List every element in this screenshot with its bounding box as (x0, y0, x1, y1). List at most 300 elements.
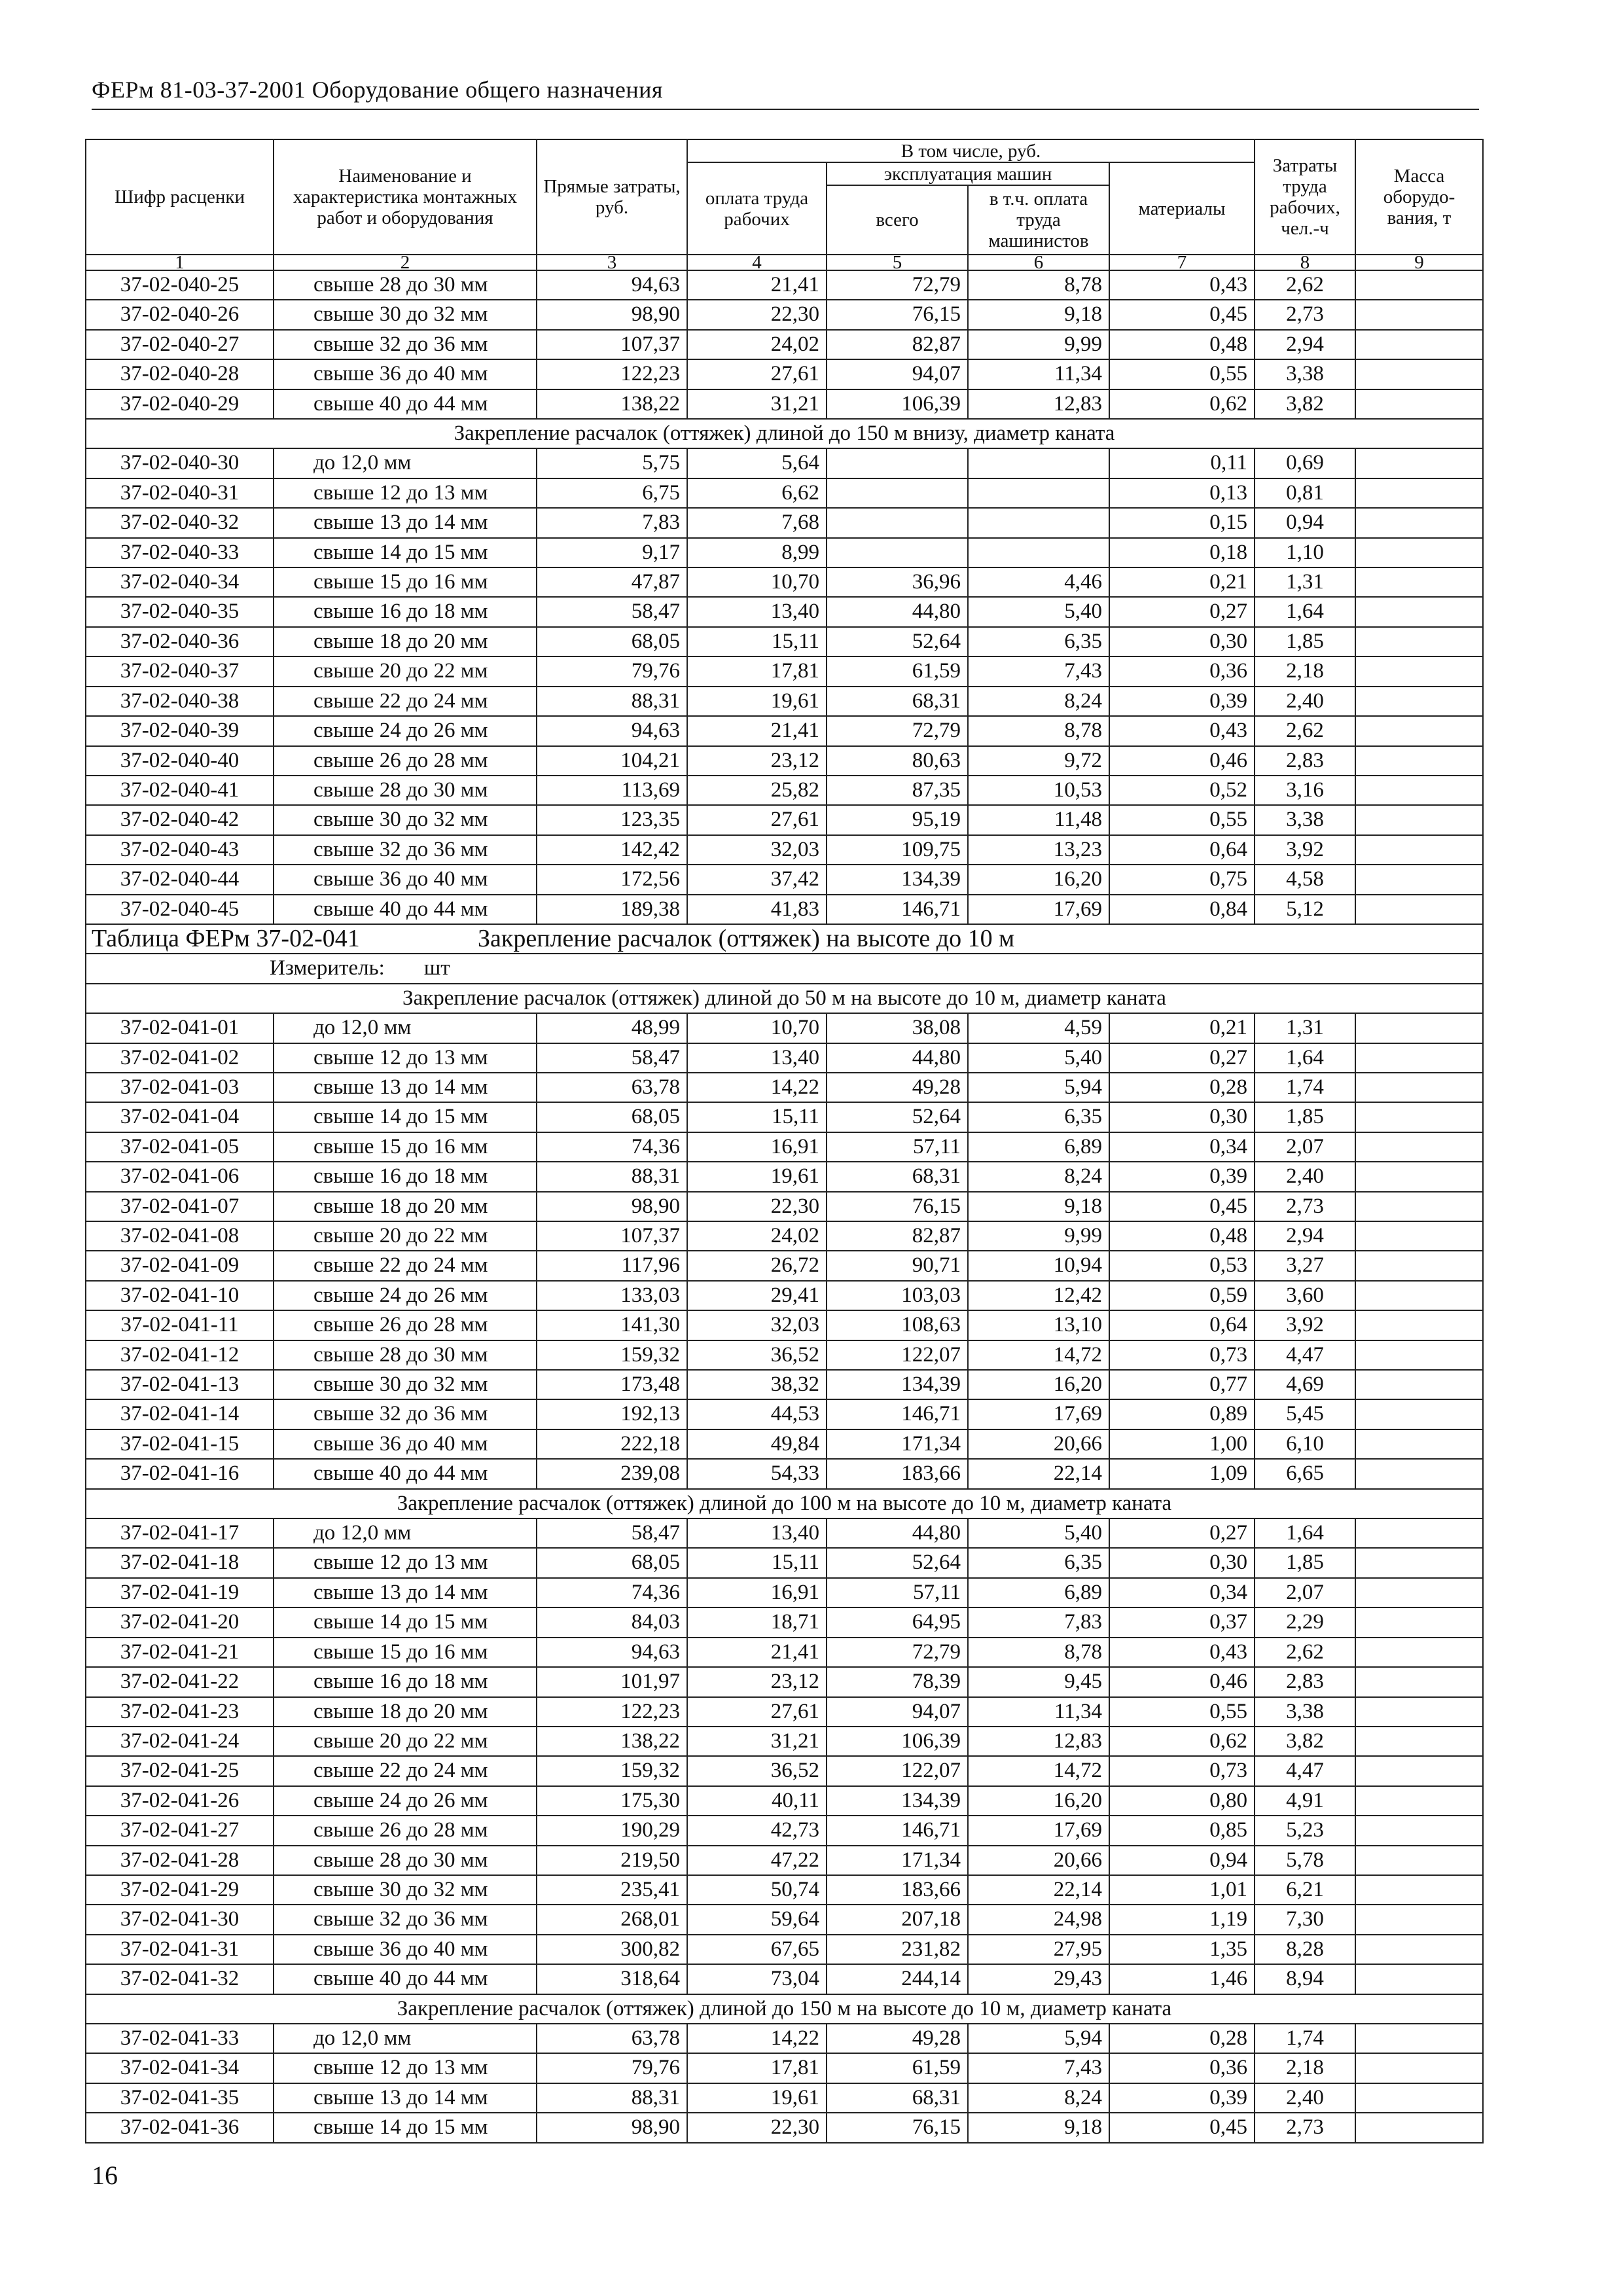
labor-pay-cell: 36,52 (687, 1340, 827, 1370)
measure-cell (86, 954, 1483, 983)
work-name-cell: свыше 14 до 15 мм (274, 538, 537, 567)
equipment-mass-cell (1355, 448, 1483, 478)
materials-cell: 0,30 (1109, 1102, 1255, 1132)
machines-total-cell: 57,11 (827, 1132, 968, 1162)
direct-cost-cell: 101,97 (537, 1667, 687, 1696)
work-name-cell: свыше 18 до 20 мм (274, 1697, 537, 1727)
direct-cost-cell: 138,22 (537, 389, 687, 419)
table-row (86, 2113, 1483, 2142)
rate-code-cell: 37-02-041-12 (86, 1340, 274, 1370)
equipment-mass-cell (1355, 865, 1483, 894)
materials-cell: 0,46 (1109, 746, 1255, 776)
materials-cell: 0,15 (1109, 508, 1255, 537)
labor-hours-cell: 2,29 (1255, 1607, 1355, 1637)
labor-pay-cell: 27,61 (687, 1697, 827, 1727)
work-name-cell: свыше 40 до 44 мм (274, 1964, 537, 1994)
work-name-cell: свыше 26 до 28 мм (274, 746, 537, 776)
labor-hours-cell: 4,47 (1255, 1340, 1355, 1370)
materials-cell: 0,27 (1109, 597, 1255, 626)
rate-code-cell: 37-02-041-33 (86, 2024, 274, 2053)
materials-cell: 0,64 (1109, 835, 1255, 865)
direct-cost-cell: 175,30 (537, 1786, 687, 1816)
table-row (86, 2024, 1483, 2053)
group-machines-header: эксплуатация машин (827, 162, 1109, 185)
materials-cell: 0,59 (1109, 1281, 1255, 1310)
table-row (86, 1221, 1483, 1251)
labor-pay-cell: 10,70 (687, 1013, 827, 1043)
rate-code-cell: 37-02-040-30 (86, 448, 274, 478)
table-row (86, 1102, 1483, 1132)
equipment-mass-cell (1355, 508, 1483, 537)
equipment-mass-cell (1355, 270, 1483, 300)
rate-code-cell: 37-02-040-31 (86, 478, 274, 508)
rate-code-cell: 37-02-041-31 (86, 1935, 274, 1964)
materials-cell: 0,43 (1109, 1638, 1255, 1667)
machines-total-cell: 49,28 (827, 1073, 968, 1102)
direct-cost-cell: 159,32 (537, 1340, 687, 1370)
machines-total-cell: 207,18 (827, 1905, 968, 1934)
equipment-mass-cell (1355, 1073, 1483, 1102)
table-row (86, 1964, 1483, 1994)
machines-total-cell: 103,03 (827, 1281, 968, 1310)
work-name-cell: свыше 30 до 32 мм (274, 300, 537, 329)
direct-cost-cell: 84,03 (537, 1607, 687, 1637)
rate-code-cell: 37-02-040-36 (86, 627, 274, 656)
labor-hours-cell: 2,18 (1255, 2053, 1355, 2083)
work-name-cell: свыше 15 до 16 мм (274, 1132, 537, 1162)
labor-pay-cell: 19,61 (687, 687, 827, 716)
table-row (86, 1756, 1483, 1785)
work-name-cell: свыше 24 до 26 мм (274, 716, 537, 745)
column-number: 7 (1109, 255, 1255, 270)
machines-total-cell: 72,79 (827, 270, 968, 300)
header-rule (92, 109, 1479, 110)
labor-pay-cell: 15,11 (687, 1102, 827, 1132)
work-name-cell: свыше 30 до 32 мм (274, 1370, 537, 1399)
materials-cell: 0,34 (1109, 1132, 1255, 1162)
rate-code-cell: 37-02-041-24 (86, 1727, 274, 1756)
labor-hours-cell: 2,73 (1255, 2113, 1355, 2142)
materials-cell: 0,45 (1109, 300, 1255, 329)
work-name-cell: свыше 16 до 18 мм (274, 1162, 537, 1191)
labor-hours-cell: 2,73 (1255, 1192, 1355, 1221)
machines-total-cell: 76,15 (827, 1192, 968, 1221)
equipment-mass-cell (1355, 1310, 1483, 1340)
work-name-cell: свыше 32 до 36 мм (274, 1905, 537, 1934)
labor-hours-cell: 6,10 (1255, 1429, 1355, 1459)
materials-cell: 0,30 (1109, 627, 1255, 656)
machines-total-cell: 76,15 (827, 300, 968, 329)
machines-total-cell: 244,14 (827, 1964, 968, 1994)
work-name-cell: свыше 28 до 30 мм (274, 1340, 537, 1370)
measure-label: Измеритель: (270, 956, 385, 980)
machines-total-cell: 38,08 (827, 1013, 968, 1043)
rate-code-cell: 37-02-041-06 (86, 1162, 274, 1191)
labor-hours-cell: 5,78 (1255, 1846, 1355, 1875)
rate-code-cell: 37-02-040-44 (86, 865, 274, 894)
rate-code-cell: 37-02-040-34 (86, 567, 274, 597)
labor-pay-cell: 54,33 (687, 1459, 827, 1488)
machines-total-cell: 72,79 (827, 716, 968, 745)
table-row (86, 1251, 1483, 1280)
rate-code-cell: 37-02-041-07 (86, 1192, 274, 1221)
labor-pay-cell: 25,82 (687, 776, 827, 805)
equipment-mass-cell (1355, 1043, 1483, 1073)
machines-total-cell: 106,39 (827, 1727, 968, 1756)
labor-hours-cell: 2,62 (1255, 270, 1355, 300)
rate-code-cell: 37-02-041-19 (86, 1578, 274, 1607)
labor-pay-cell: 17,81 (687, 656, 827, 686)
labor-pay-cell: 29,41 (687, 1281, 827, 1310)
labor-pay-cell: 16,91 (687, 1578, 827, 1607)
machines-total-cell: 146,71 (827, 895, 968, 924)
table-row (86, 1073, 1483, 1102)
machines-total-cell: 72,79 (827, 1638, 968, 1667)
direct-cost-cell: 133,03 (537, 1281, 687, 1310)
direct-cost-cell: 219,50 (537, 1846, 687, 1875)
rate-code-cell: 37-02-040-35 (86, 597, 274, 626)
column-number: 4 (687, 255, 827, 270)
work-name-cell: свыше 40 до 44 мм (274, 389, 537, 419)
materials-cell: 0,43 (1109, 270, 1255, 300)
machine-operators-pay-cell: 12,83 (968, 1727, 1109, 1756)
work-name-cell: свыше 20 до 22 мм (274, 1221, 537, 1251)
direct-cost-cell: 189,38 (537, 895, 687, 924)
table-title-code: Таблица ФЕРм 37-02-041 (92, 924, 360, 952)
work-name-cell: свыше 32 до 36 мм (274, 1399, 537, 1429)
rate-code-cell: 37-02-040-29 (86, 389, 274, 419)
direct-cost-cell: 268,01 (537, 1905, 687, 1934)
labor-pay-cell: 41,83 (687, 895, 827, 924)
materials-cell: 0,28 (1109, 1073, 1255, 1102)
materials-cell: 0,11 (1109, 448, 1255, 478)
page-number: 16 (92, 2161, 118, 2190)
work-name-cell: свыше 12 до 13 мм (274, 2053, 537, 2083)
machine-operators-pay-cell: 6,35 (968, 1548, 1109, 1577)
machine-operators-pay-cell: 14,72 (968, 1756, 1109, 1785)
work-name-cell: свыше 28 до 30 мм (274, 776, 537, 805)
work-name-cell: до 12,0 мм (274, 1013, 537, 1043)
table-row (86, 1459, 1483, 1488)
equipment-mass-cell (1355, 746, 1483, 776)
section-row (86, 1994, 1483, 2024)
section-row (86, 1489, 1483, 1518)
work-name-cell: свыше 16 до 18 мм (274, 597, 537, 626)
work-name-cell: свыше 22 до 24 мм (274, 687, 537, 716)
materials-cell: 0,85 (1109, 1816, 1255, 1845)
machine-operators-pay-cell: 8,78 (968, 1638, 1109, 1667)
materials-cell: 0,34 (1109, 1578, 1255, 1607)
machine-operators-pay-cell: 5,94 (968, 1073, 1109, 1102)
materials-cell: 0,84 (1109, 895, 1255, 924)
col-mass-header: Масса оборудо-вания, т (1355, 139, 1483, 255)
work-name-cell: свыше 13 до 14 мм (274, 508, 537, 537)
table-title-text: Закрепление расчалок (оттяжек) на высоте до 10 м (478, 924, 1015, 952)
equipment-mass-cell (1355, 776, 1483, 805)
labor-pay-cell: 40,11 (687, 1786, 827, 1816)
rate-code-cell: 37-02-041-23 (86, 1697, 274, 1727)
column-number: 2 (274, 255, 537, 270)
col-name-header: Наименование и характеристика монтажных работ и оборудования (274, 139, 537, 255)
machines-total-cell: 52,64 (827, 627, 968, 656)
direct-cost-cell: 122,23 (537, 1697, 687, 1727)
equipment-mass-cell (1355, 1905, 1483, 1934)
rate-code-cell: 37-02-041-36 (86, 2113, 274, 2142)
machines-total-cell: 44,80 (827, 1518, 968, 1548)
direct-cost-cell: 239,08 (537, 1459, 687, 1488)
machine-operators-pay-cell: 17,69 (968, 895, 1109, 924)
machine-operators-pay-cell: 7,83 (968, 1607, 1109, 1637)
equipment-mass-cell (1355, 1013, 1483, 1043)
labor-pay-cell: 31,21 (687, 389, 827, 419)
materials-cell: 0,30 (1109, 1548, 1255, 1577)
equipment-mass-cell (1355, 2113, 1483, 2142)
equipment-mass-cell (1355, 1727, 1483, 1756)
table-row (86, 597, 1483, 626)
equipment-mass-cell (1355, 1340, 1483, 1370)
machine-operators-pay-cell: 13,10 (968, 1310, 1109, 1340)
labor-hours-cell: 7,30 (1255, 1905, 1355, 1934)
labor-pay-cell: 50,74 (687, 1875, 827, 1905)
direct-cost-cell: 94,63 (537, 1638, 687, 1667)
machine-operators-pay-cell: 8,78 (968, 270, 1109, 300)
direct-cost-cell: 5,75 (537, 448, 687, 478)
equipment-mass-cell (1355, 1935, 1483, 1964)
materials-cell: 0,89 (1109, 1399, 1255, 1429)
labor-pay-cell: 10,70 (687, 567, 827, 597)
materials-cell: 0,36 (1109, 2053, 1255, 2083)
labor-pay-cell: 16,91 (687, 1132, 827, 1162)
labor-pay-cell: 7,68 (687, 508, 827, 537)
machine-operators-pay-cell: 8,24 (968, 2083, 1109, 2113)
table-row (86, 1816, 1483, 1845)
rate-code-cell: 37-02-041-22 (86, 1667, 274, 1696)
machines-total-cell: 82,87 (827, 1221, 968, 1251)
column-number: 6 (968, 255, 1109, 270)
machine-operators-pay-cell: 12,83 (968, 389, 1109, 419)
labor-hours-cell: 3,38 (1255, 359, 1355, 389)
labor-hours-cell: 1,31 (1255, 567, 1355, 597)
machines-total-cell: 49,28 (827, 2024, 968, 2053)
equipment-mass-cell (1355, 1786, 1483, 1816)
materials-cell: 0,94 (1109, 1846, 1255, 1875)
equipment-mass-cell (1355, 2083, 1483, 2113)
machine-operators-pay-cell: 8,24 (968, 1162, 1109, 1191)
work-name-cell: свыше 32 до 36 мм (274, 330, 537, 359)
labor-pay-cell: 15,11 (687, 627, 827, 656)
rate-code-cell: 37-02-041-02 (86, 1043, 274, 1073)
machines-total-cell: 52,64 (827, 1102, 968, 1132)
section-heading: Закрепление расчалок (оттяжек) длиной до 100 м на высоте до 10 м, диаметр каната (86, 1489, 1483, 1518)
materials-cell: 0,39 (1109, 1162, 1255, 1191)
machines-total-cell: 61,59 (827, 2053, 968, 2083)
table-row (86, 865, 1483, 894)
labor-hours-cell: 6,65 (1255, 1459, 1355, 1488)
work-name-cell: свыше 13 до 14 мм (274, 2083, 537, 2113)
labor-pay-cell: 22,30 (687, 300, 827, 329)
machine-operators-pay-cell: 22,14 (968, 1875, 1109, 1905)
labor-pay-cell: 21,41 (687, 270, 827, 300)
direct-cost-cell: 68,05 (537, 627, 687, 656)
table-row (86, 656, 1483, 686)
rate-code-cell: 37-02-041-29 (86, 1875, 274, 1905)
table-row (86, 1548, 1483, 1577)
labor-pay-cell: 22,30 (687, 2113, 827, 2142)
col-mach-operators-header: в т.ч. оплата труда машинистов (968, 185, 1109, 255)
labor-hours-cell: 4,69 (1255, 1370, 1355, 1399)
machines-total-cell: 94,07 (827, 1697, 968, 1727)
equipment-mass-cell (1355, 1846, 1483, 1875)
table-row (86, 1727, 1483, 1756)
table-row (86, 1518, 1483, 1548)
machines-total-cell (827, 478, 968, 508)
machines-total-cell: 44,80 (827, 1043, 968, 1073)
column-number: 8 (1255, 255, 1355, 270)
work-name-cell: свыше 20 до 22 мм (274, 1727, 537, 1756)
rate-code-cell: 37-02-040-38 (86, 687, 274, 716)
machine-operators-pay-cell: 16,20 (968, 1370, 1109, 1399)
work-name-cell: свыше 36 до 40 мм (274, 865, 537, 894)
direct-cost-cell: 74,36 (537, 1132, 687, 1162)
work-name-cell: свыше 28 до 30 мм (274, 270, 537, 300)
labor-hours-cell: 4,91 (1255, 1786, 1355, 1816)
table-row (86, 1281, 1483, 1310)
materials-cell: 0,62 (1109, 1727, 1255, 1756)
direct-cost-cell: 173,48 (537, 1370, 687, 1399)
materials-cell: 0,21 (1109, 567, 1255, 597)
labor-hours-cell: 3,16 (1255, 776, 1355, 805)
direct-cost-cell: 318,64 (537, 1964, 687, 1994)
table-row (86, 687, 1483, 716)
machine-operators-pay-cell (968, 478, 1109, 508)
table-title (86, 924, 1483, 954)
rate-code-cell: 37-02-041-16 (86, 1459, 274, 1488)
measure-row (86, 954, 1483, 983)
machine-operators-pay-cell (968, 448, 1109, 478)
rate-code-cell: 37-02-041-14 (86, 1399, 274, 1429)
machines-total-cell: 171,34 (827, 1846, 968, 1875)
table-row (86, 1370, 1483, 1399)
work-name-cell: свыше 12 до 13 мм (274, 1043, 537, 1073)
direct-cost-cell: 63,78 (537, 1073, 687, 1102)
rate-code-cell: 37-02-041-27 (86, 1816, 274, 1845)
labor-hours-cell: 2,83 (1255, 1667, 1355, 1696)
machine-operators-pay-cell: 5,40 (968, 1518, 1109, 1548)
table-row (86, 567, 1483, 597)
work-name-cell: свыше 24 до 26 мм (274, 1281, 537, 1310)
work-name-cell: свыше 24 до 26 мм (274, 1786, 537, 1816)
rate-code-cell: 37-02-040-27 (86, 330, 274, 359)
labor-hours-cell: 2,07 (1255, 1578, 1355, 1607)
direct-cost-cell: 107,37 (537, 330, 687, 359)
labor-hours-cell: 2,62 (1255, 1638, 1355, 1667)
labor-pay-cell: 73,04 (687, 1964, 827, 1994)
table-row (86, 1340, 1483, 1370)
labor-pay-cell: 27,61 (687, 359, 827, 389)
work-name-cell: свыше 14 до 15 мм (274, 1102, 537, 1132)
labor-pay-cell: 23,12 (687, 1667, 827, 1696)
rate-code-cell: 37-02-040-33 (86, 538, 274, 567)
col-code-header: Шифр расценки (86, 139, 274, 255)
direct-cost-cell: 192,13 (537, 1399, 687, 1429)
direct-cost-cell: 58,47 (537, 597, 687, 626)
materials-cell: 0,37 (1109, 1607, 1255, 1637)
section-heading: Закрепление расчалок (оттяжек) длиной до 150 м внизу, диаметр каната (86, 419, 1483, 448)
machine-operators-pay-cell: 11,34 (968, 359, 1109, 389)
labor-hours-cell: 2,40 (1255, 1162, 1355, 1191)
column-numbers-row (86, 255, 1483, 270)
equipment-mass-cell (1355, 1370, 1483, 1399)
labor-pay-cell: 21,41 (687, 716, 827, 745)
equipment-mass-cell (1355, 300, 1483, 329)
materials-cell: 0,45 (1109, 2113, 1255, 2142)
work-name-cell: свыше 40 до 44 мм (274, 1459, 537, 1488)
labor-hours-cell: 1,85 (1255, 1548, 1355, 1577)
machine-operators-pay-cell: 5,94 (968, 2024, 1109, 2053)
labor-pay-cell: 5,64 (687, 448, 827, 478)
rate-code-cell: 37-02-041-03 (86, 1073, 274, 1102)
labor-hours-cell: 3,92 (1255, 835, 1355, 865)
work-name-cell: свыше 40 до 44 мм (274, 895, 537, 924)
machines-total-cell: 171,34 (827, 1429, 968, 1459)
direct-cost-cell: 104,21 (537, 746, 687, 776)
labor-pay-cell: 15,11 (687, 1548, 827, 1577)
section-heading: Закрепление расчалок (оттяжек) длиной до 150 м на высоте до 10 м, диаметр каната (86, 1994, 1483, 2024)
labor-hours-cell: 2,94 (1255, 1221, 1355, 1251)
work-name-cell: свыше 12 до 13 мм (274, 478, 537, 508)
machines-total-cell: 108,63 (827, 1310, 968, 1340)
page-header-title: ФЕРм 81-03-37-2001 Оборудование общего назначения (92, 77, 663, 103)
equipment-mass-cell (1355, 1221, 1483, 1251)
work-name-cell: свыше 16 до 18 мм (274, 1667, 537, 1696)
rate-code-cell: 37-02-040-37 (86, 656, 274, 686)
equipment-mass-cell (1355, 2053, 1483, 2083)
machine-operators-pay-cell: 14,72 (968, 1340, 1109, 1370)
table-row (86, 359, 1483, 389)
materials-cell: 1,46 (1109, 1964, 1255, 1994)
machines-total-cell: 68,31 (827, 1162, 968, 1191)
materials-cell: 0,13 (1109, 478, 1255, 508)
rate-code-cell: 37-02-041-04 (86, 1102, 274, 1132)
machines-total-cell: 61,59 (827, 656, 968, 686)
labor-pay-cell: 17,81 (687, 2053, 827, 2083)
labor-hours-cell: 1,64 (1255, 1043, 1355, 1073)
equipment-mass-cell (1355, 805, 1483, 834)
rate-code-cell: 37-02-040-26 (86, 300, 274, 329)
equipment-mass-cell (1355, 1578, 1483, 1607)
direct-cost-cell: 7,83 (537, 508, 687, 537)
col-labor-pay-header: оплата труда рабочих (687, 162, 827, 255)
direct-cost-cell: 117,96 (537, 1251, 687, 1280)
table-row (86, 1162, 1483, 1191)
direct-cost-cell: 58,47 (537, 1518, 687, 1548)
rate-code-cell: 37-02-041-15 (86, 1429, 274, 1459)
work-name-cell: свыше 20 до 22 мм (274, 656, 537, 686)
materials-cell: 0,73 (1109, 1340, 1255, 1370)
table-row (86, 330, 1483, 359)
table-row (86, 478, 1483, 508)
equipment-mass-cell (1355, 1638, 1483, 1667)
labor-hours-cell: 3,92 (1255, 1310, 1355, 1340)
labor-hours-cell: 1,85 (1255, 1102, 1355, 1132)
machines-total-cell: 183,66 (827, 1459, 968, 1488)
table-row (86, 1043, 1483, 1073)
column-number: 1 (86, 255, 274, 270)
machine-operators-pay-cell: 24,98 (968, 1905, 1109, 1934)
machine-operators-pay-cell: 16,20 (968, 865, 1109, 894)
direct-cost-cell: 6,75 (537, 478, 687, 508)
materials-cell: 0,80 (1109, 1786, 1255, 1816)
